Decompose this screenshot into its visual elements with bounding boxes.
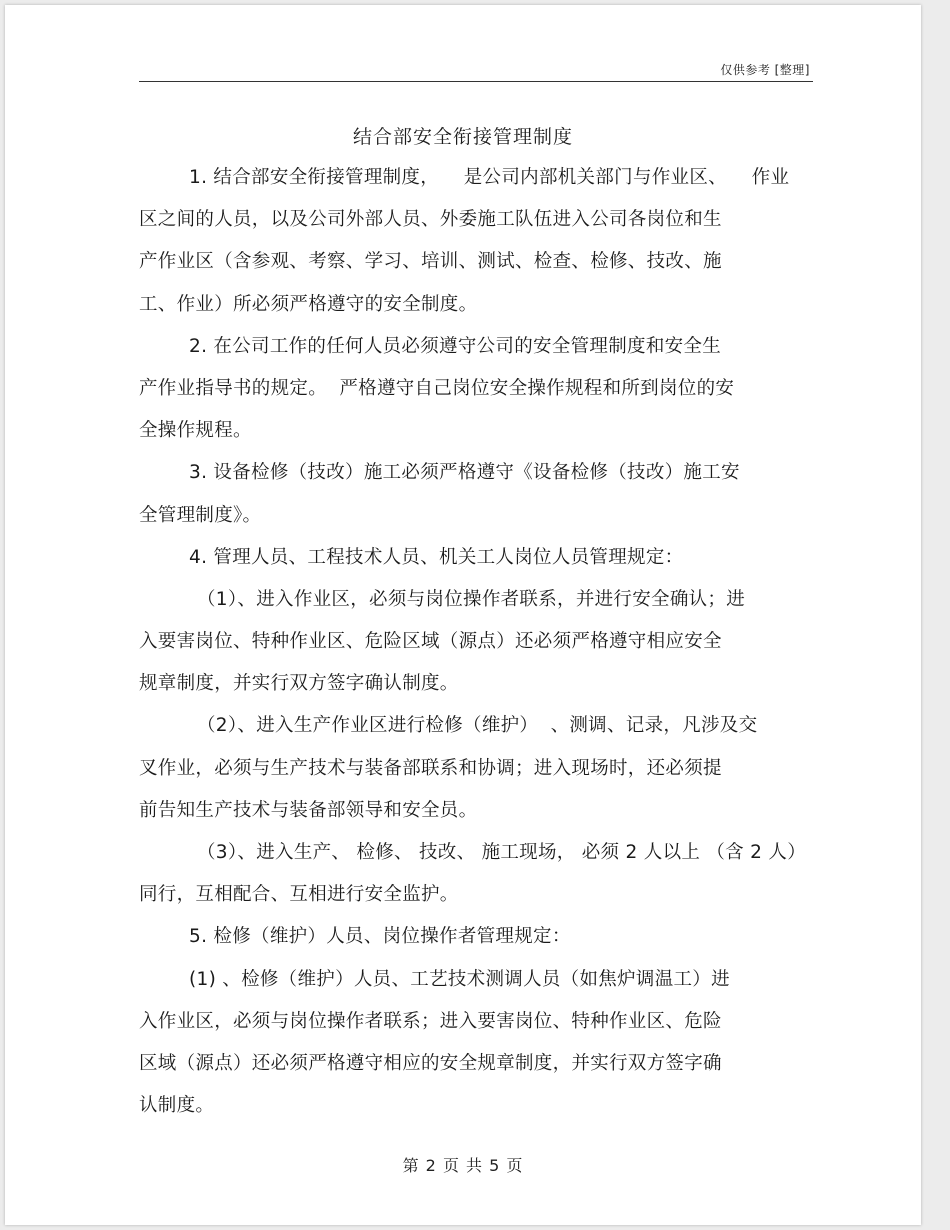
- paragraph-line: 认制度。: [139, 1095, 215, 1117]
- page-number-footer: 第 2 页 共 5 页: [402, 1156, 524, 1175]
- paragraph-line: 工、作业）所必须严格遵守的安全制度。: [139, 293, 478, 315]
- paragraph-line: 同行，互相配合、互相进行安全监护。: [139, 884, 459, 906]
- paragraph-line: 规章制度，并实行双方签字确认制度。: [139, 673, 459, 695]
- paragraph-line: （1）、进入作业区，必须与岗位操作者联系，并进行安全确认；进: [197, 588, 746, 610]
- paragraph-line: 5. 检修（维护）人员、岗位操作者管理规定：: [189, 926, 571, 948]
- document-title: 结合部安全衔接管理制度: [352, 126, 573, 148]
- paragraph-line: 叉作业，必须与生产技术与装备部联系和协调；进入现场时，还必须提: [139, 757, 722, 779]
- paragraph-line: 产作业区（含参观、考察、学习、培训、测试、检查、检修、技改、施: [139, 251, 722, 273]
- paragraph-line: 入作业区，必须与岗位操作者联系；进入要害岗位、特种作业区、危险: [139, 1010, 722, 1032]
- paragraph-line: 前告知生产技术与装备部领导和安全员。: [139, 799, 478, 821]
- paragraph-line: 1. 结合部安全衔接管理制度， 是公司内部机关部门与作业区、 作业: [189, 167, 790, 188]
- paragraph-line: 3. 设备检修（技改）施工必须严格遵守《设备检修（技改）施工安: [189, 462, 740, 484]
- document-body: [139, 163, 829, 1133]
- paragraph-line: 区域（源点）还必须严格遵守相应的安全规章制度，并实行双方签字确: [139, 1052, 722, 1074]
- paragraph-line: 全管理制度》。: [139, 504, 262, 526]
- paragraph-line: 区之间的人员，以及公司外部人员、外委施工队伍进入公司各岗位和生: [139, 209, 722, 231]
- header-divider: [139, 81, 813, 82]
- paragraph-line: （3）、进入生产、 检修、 技改、 施工现场， 必须 2 人以上 （含 2 人）: [197, 842, 806, 863]
- paragraph-line: 2. 在公司工作的任何人员必须遵守公司的安全管理制度和安全生: [189, 335, 722, 357]
- paragraph-line: (1) 、检修（维护）人员、工艺技术测调人员（如焦炉调温工）进: [189, 968, 730, 990]
- paragraph-line: 产作业指导书的规定。 严格遵守自己岗位安全操作规程和所到岗位的安: [139, 377, 735, 399]
- document-page: [5, 5, 921, 1225]
- paragraph-line: 入要害岗位、特种作业区、危险区域（源点）还必须严格遵守相应安全: [139, 631, 722, 653]
- paragraph-line: 4. 管理人员、工程技术人员、机关工人岗位人员管理规定：: [189, 546, 684, 568]
- header-note: 仅供参考 [整理]: [720, 63, 810, 77]
- paragraph-line: （2）、进入生产作业区进行检修（维护） 、测调、记录，凡涉及交: [197, 715, 758, 737]
- paragraph-line: 全操作规程。: [139, 420, 252, 442]
